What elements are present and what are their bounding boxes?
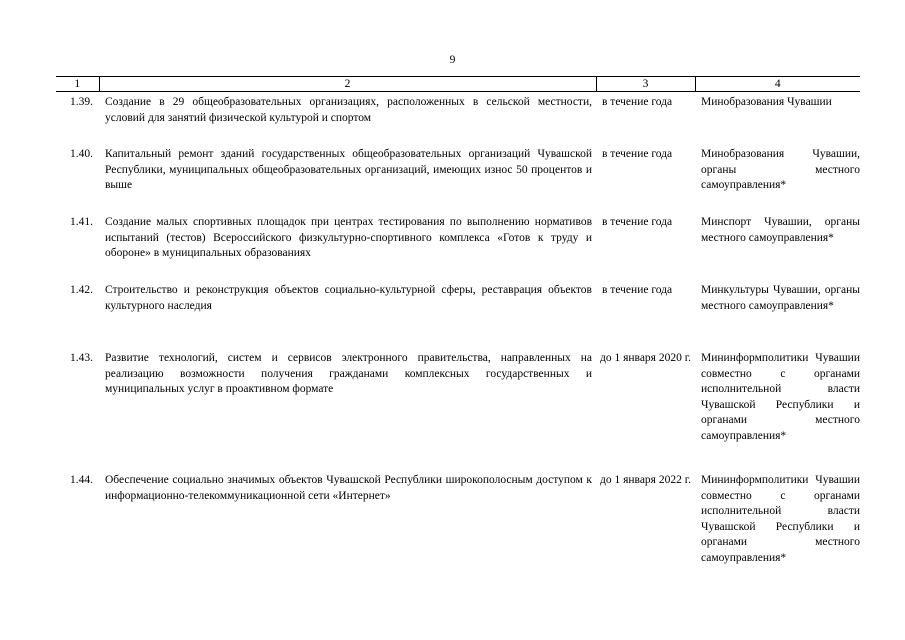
deadline: в течение года (602, 284, 673, 296)
column-header-2: 2 (99, 77, 596, 92)
column-header-1: 1 (56, 77, 99, 92)
measure-text: Капитальный ремонт зданий государственных общеобразовательных организаций Чувашской Республики, муниципальных общеобразовательных организаций, имеющих износ 50 процентов и выше (105, 148, 592, 191)
executor: Минобразования Чувашии (701, 96, 832, 108)
column-header-3: 3 (596, 77, 695, 92)
measures-table (56, 76, 860, 583)
table-row (56, 92, 860, 145)
executor: Минкультуры Чувашии, органы местного самоуправления* (701, 284, 860, 312)
executor: Минобразования Чувашии, органы местного самоуправления* (701, 148, 860, 191)
table-row (56, 470, 860, 583)
column-header-4: 4 (695, 77, 860, 92)
row-number: 1.41. (70, 216, 93, 228)
deadline: в течение года (602, 216, 673, 228)
table-row (56, 348, 860, 470)
measure-text: Создание в 29 общеобразовательных организациях, расположенных в сельской местности, условий для занятий физической культурой и спортом (105, 96, 592, 124)
table-row (56, 144, 860, 212)
row-number: 1.42. (70, 284, 93, 296)
table-row (56, 212, 860, 280)
measure-text: Развитие технологий, систем и сервисов электронного правительства, направленных на реализацию возможности получения гражданами комплексных государственных и муниципальных услуг в проактивном формате (105, 352, 592, 395)
deadline: в течение года (602, 96, 673, 108)
measure-text: Строительство и реконструкция объектов социально-культурной сферы, реставрация объектов культурного наследия (105, 284, 592, 312)
table-header (56, 77, 860, 92)
executor: Мининформполитики Чувашии совместно с органами исполнительной власти Чувашской Республики и органами местного самоуправления* (701, 352, 860, 442)
row-number: 1.44. (70, 474, 93, 486)
page-number: 9 (449, 54, 456, 66)
executor: Минспорт Чувашии, органы местного самоуправления* (701, 216, 860, 244)
row-number: 1.43. (70, 352, 93, 364)
deadline: в течение года (602, 148, 673, 160)
measure-text: Обеспечение социально значимых объектов Чувашской Республики широкополосным доступом к информационно-телекоммуникационной сети «Интернет» (105, 474, 592, 502)
row-number: 1.39. (70, 96, 93, 108)
deadline: до 1 января 2022 г. (600, 474, 692, 486)
executor: Мининформполитики Чувашии совместно с органами исполнительной власти Чувашской Республики и органами местного самоуправления* (701, 474, 860, 564)
measure-text: Создание малых спортивных площадок при центрах тестирования по выполнению нормативов испытаний (тестов) Всероссийского физкультурно-спортивного комплекса «Готов к труду и обороне» в муниципальных образованиях (105, 216, 592, 259)
row-number: 1.40. (70, 148, 93, 160)
table-row (56, 280, 860, 348)
deadline: до 1 января 2020 г. (600, 352, 692, 364)
